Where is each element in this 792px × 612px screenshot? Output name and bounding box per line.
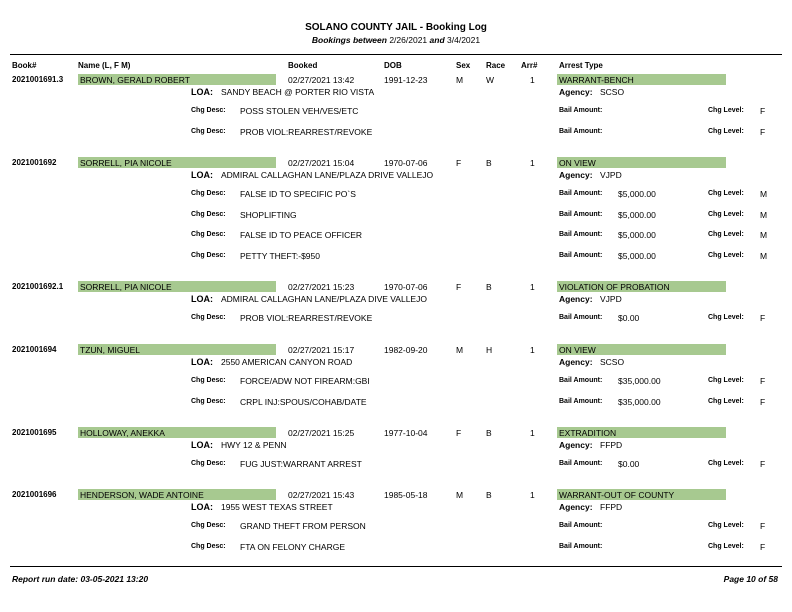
chg-level-label: Chg Level: [708,397,744,405]
location-of-arrest: 1955 WEST TEXAS STREET [221,502,333,512]
race: W [486,75,495,85]
charge-level: F [760,126,766,137]
subtitle-and: and [429,35,445,45]
charge-description: FORCE/ADW NOT FIREARM:GBI [240,376,370,386]
charge-row [0,377,792,389]
arrest-number: 1 [530,158,535,168]
bail-amount-label: Bail Amount: [559,314,603,321]
chg-desc-label: Chg Desc: [191,107,226,114]
charge-level: F [760,396,766,407]
bail-amount-label: Bail Amount: [559,107,603,114]
col-race: Race [486,61,506,70]
page-number: Page 10 of 58 [723,574,778,584]
arrest-number: 1 [530,345,535,355]
sex: M [456,345,464,355]
chg-desc-label: Chg Desc: [191,397,226,405]
sex: F [456,282,462,292]
agency: SCSO [600,357,625,367]
col-booked: Booked [288,61,318,70]
bail-amount-label: Bail Amount: [559,127,603,135]
booked-datetime: 02/27/2021 15:04 [288,158,355,168]
chg-level-label: Chg Level: [708,522,744,529]
chg-level-label: Chg Level: [708,231,744,238]
chg-desc-label: Chg Desc: [191,522,226,529]
charge-description: FTA ON FELONY CHARGE [240,541,346,552]
charge-level: F [760,459,766,469]
charge-row [0,190,792,202]
footer-rule [10,566,782,567]
date-of-birth: 1985-05-18 [384,490,428,500]
agency-label: Agency: [559,170,593,180]
charge-row [0,543,792,555]
sex: F [456,428,462,438]
date-from: 2/26/2021 [389,35,428,45]
col-sex: Sex [456,61,471,70]
chg-desc-label: Chg Desc: [191,231,226,238]
charge-row [0,460,792,472]
bail-amount-label: Bail Amount: [559,542,603,550]
sex: M [456,490,464,500]
loa-label: LOA: [191,440,213,450]
charge-description: FALSE ID TO PEACE OFFICER [240,230,363,240]
location-of-arrest: HWY 12 & PENN [221,440,287,450]
charge-row [0,107,792,119]
arrest-type: ON VIEW [559,345,596,355]
agency-label: Agency: [559,502,593,512]
chg-level-label: Chg Level: [708,460,744,467]
bail-amount: $5,000.00 [618,189,656,199]
book-number: 2021001695 [12,428,57,437]
race: B [486,282,492,292]
arrest-number: 1 [530,428,535,438]
charge-row [0,128,792,140]
chg-desc-label: Chg Desc: [191,460,226,467]
charge-row [0,231,792,243]
chg-desc-label: Chg Desc: [191,127,226,135]
charge-level: F [760,106,766,116]
location-of-arrest: ADMIRAL CALLAGHAN LANE/PLAZA DIVE VALLEJO [221,294,427,304]
booked-datetime: 02/27/2021 13:42 [288,75,355,85]
location-of-arrest: ADMIRAL CALLAGHAN LANE/PLAZA DRIVE VALLEJO [221,170,434,180]
book-number: 2021001692 [12,158,57,167]
date-of-birth: 1970-07-06 [384,158,428,168]
loa-label: LOA: [191,87,213,97]
chg-level-label: Chg Level: [708,107,744,114]
agency: VJPD [600,294,622,304]
charge-row [0,398,792,410]
report-subtitle [0,35,792,45]
location-of-arrest: SANDY BEACH @ PORTER RIO VISTA [221,87,375,97]
date-of-birth: 1991-12-23 [384,75,428,85]
report-title: SOLANO COUNTY JAIL - Booking Log [305,22,487,33]
agency: FFPD [600,502,623,512]
bail-amount-label: Bail Amount: [559,251,603,259]
agency-label: Agency: [559,357,593,367]
agency-label: Agency: [559,440,593,450]
col-name: Name (L, F M) [78,61,131,70]
report-header [0,22,792,45]
date-of-birth: 1977-10-04 [384,428,428,438]
charge-description: CRPL INJ:SPOUS/COHAB/DATE [240,396,367,407]
arrest-type: ON VIEW [559,158,596,168]
loa-label: LOA: [191,294,213,304]
arrest-number: 1 [530,282,535,292]
book-number: 2021001696 [12,490,57,499]
bail-amount-label: Bail Amount: [559,377,603,384]
sex: M [456,75,464,85]
charge-level: M [760,189,768,199]
charge-description: GRAND THEFT FROM PERSON [240,521,366,531]
chg-level-label: Chg Level: [708,542,744,550]
charge-description: POSS STOLEN VEH/VES/ETC [240,106,359,116]
col-arr: Arr# [521,61,538,70]
charge-level: M [760,209,768,220]
chg-desc-label: Chg Desc: [191,210,226,218]
charge-description: PETTY THEFT:-$950 [240,250,320,261]
bail-amount: $0.00 [618,459,640,469]
race: H [486,345,493,355]
bail-amount-label: Bail Amount: [559,522,603,529]
charge-row [0,252,792,264]
charge-row [0,522,792,534]
arrest-type: EXTRADITION [559,428,617,438]
agency: SCSO [600,87,625,97]
charge-description: PROB VIOL:REARREST/REVOKE [240,313,373,323]
charge-description: FALSE ID TO SPECIFIC PO`S [240,189,356,199]
chg-level-label: Chg Level: [708,314,744,321]
bail-amount-label: Bail Amount: [559,460,603,467]
chg-level-label: Chg Level: [708,190,744,197]
bail-amount: $5,000.00 [618,250,656,261]
col-book: Book# [12,61,37,70]
arrest-type: VIOLATION OF PROBATION [559,282,670,292]
bail-amount: $5,000.00 [618,209,656,220]
arrest-number: 1 [530,75,535,85]
booking-record [0,490,792,610]
chg-level-label: Chg Level: [708,127,744,135]
chg-level-label: Chg Level: [708,377,744,384]
charge-description: SHOPLIFTING [240,209,297,220]
bail-amount-label: Bail Amount: [559,397,603,405]
date-of-birth: 1970-07-06 [384,282,428,292]
bail-amount-label: Bail Amount: [559,231,603,238]
inmate-name: SORRELL, PIA NICOLE [80,282,172,292]
chg-desc-label: Chg Desc: [191,251,226,259]
chg-level-label: Chg Level: [708,210,744,218]
bail-amount-label: Bail Amount: [559,190,603,197]
chg-desc-label: Chg Desc: [191,190,226,197]
header-rule [10,54,782,55]
loa-label: LOA: [191,502,213,512]
inmate-name: SORRELL, PIA NICOLE [80,158,172,168]
charge-level: F [760,541,766,552]
inmate-name: BROWN, GERALD ROBERT [80,75,190,85]
date-to: 3/4/2021 [447,35,481,45]
booked-datetime: 02/27/2021 15:43 [288,490,355,500]
race: B [486,158,492,168]
charge-level: F [760,376,766,386]
loa-label: LOA: [191,357,213,367]
booked-datetime: 02/27/2021 15:23 [288,282,355,292]
race: B [486,428,492,438]
agency: VJPD [600,170,622,180]
col-arrest-type: Arrest Type [559,61,603,70]
charge-row [0,211,792,223]
arrest-type: WARRANT-BENCH [559,75,634,85]
charge-level: M [760,250,768,261]
subtitle-prefix: Bookings between [311,35,387,45]
agency: FFPD [600,440,623,450]
inmate-name: HENDERSON, WADE ANTOINE [80,490,204,500]
date-of-birth: 1982-09-20 [384,345,428,355]
book-number: 2021001692.1 [12,282,64,291]
agency-label: Agency: [559,294,593,304]
bail-amount-label: Bail Amount: [559,210,603,218]
charge-description: FUG JUST:WARRANT ARREST [240,459,362,469]
charge-description: PROB VIOL:REARREST/REVOKE [240,126,373,137]
inmate-name: TZUN, MIGUEL [80,345,140,355]
charge-level: F [760,313,766,323]
bail-amount: $35,000.00 [618,376,661,386]
bail-amount: $35,000.00 [618,396,661,407]
chg-desc-label: Chg Desc: [191,542,226,550]
charge-level: M [760,230,768,240]
report-run-date: Report run date: 03-05-2021 13:20 [12,574,149,584]
charge-row [0,314,792,326]
col-dob: DOB [384,61,402,70]
chg-desc-label: Chg Desc: [191,377,226,384]
arrest-type: WARRANT-OUT OF COUNTY [559,490,675,500]
inmate-name: HOLLOWAY, ANEKKA [80,428,165,438]
booked-datetime: 02/27/2021 15:25 [288,428,355,438]
book-number: 2021001691.3 [12,75,64,84]
booking-record [0,158,792,278]
chg-level-label: Chg Level: [708,251,744,259]
loa-label: LOA: [191,170,213,180]
chg-desc-label: Chg Desc: [191,314,226,321]
bail-amount: $5,000.00 [618,230,656,240]
sex: F [456,158,462,168]
book-number: 2021001694 [12,345,57,354]
race: B [486,490,492,500]
bail-amount: $0.00 [618,313,640,323]
location-of-arrest: 2550 AMERICAN CANYON ROAD [221,357,353,367]
booked-datetime: 02/27/2021 15:17 [288,345,355,355]
charge-level: F [760,521,766,531]
arrest-number: 1 [530,490,535,500]
agency-label: Agency: [559,87,593,97]
